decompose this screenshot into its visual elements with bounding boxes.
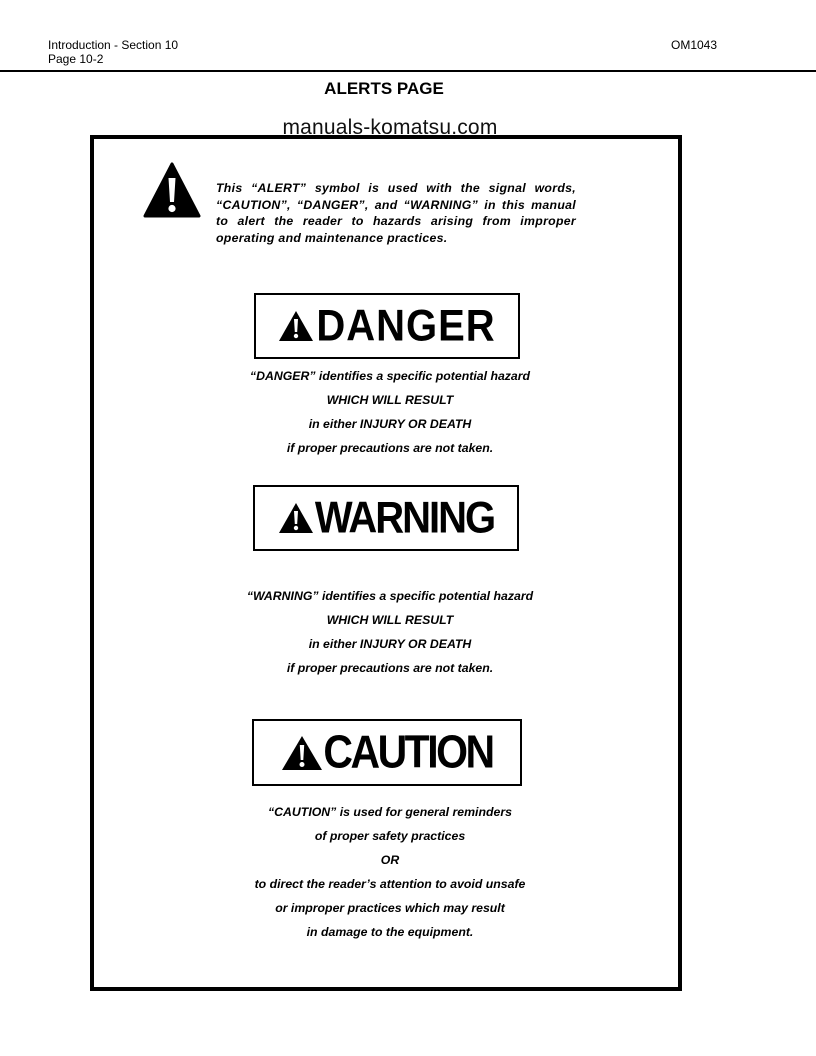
alert-symbol-description: This “ALERT” symbol is used with the signal words, “CAUTION”, “DANGER”, and “WARNING” in this manual to alert the reader to hazards arising from improper operating and maintenance practices. xyxy=(216,181,576,245)
warning-description xyxy=(0,584,780,680)
caution-line-2: of proper safety practices xyxy=(314,829,466,843)
danger-line-4: if proper precautions are not taken. xyxy=(286,441,494,455)
warning-sign xyxy=(253,485,519,551)
warning-line-2: WHICH WILL RESULT xyxy=(326,613,454,627)
document-id: OM1043 xyxy=(671,38,718,52)
alert-triangle-icon xyxy=(278,310,314,342)
caution-sign xyxy=(252,719,522,786)
alert-triangle-icon xyxy=(281,735,323,771)
alert-triangle-exclamation-icon xyxy=(143,162,201,218)
alert-triangle-icon xyxy=(278,502,314,534)
watermark: manuals-komatsu.com xyxy=(282,116,498,139)
warning-line-4: if proper precautions are not taken. xyxy=(286,661,494,675)
caution-line-3: OR xyxy=(380,853,400,867)
danger-line-3: in either INJURY OR DEATH xyxy=(308,417,472,431)
caution-line-4: to direct the reader’s attention to avoid unsafe xyxy=(254,877,526,891)
danger-label: DANGER xyxy=(316,301,496,351)
warning-label: WARNING xyxy=(314,493,495,543)
page-number: Page 10-2 xyxy=(48,52,104,66)
header-left xyxy=(48,38,178,66)
caution-line-6: in damage to the equipment. xyxy=(306,925,474,939)
danger-line-1: “DANGER” identifies a specific potential hazard xyxy=(249,369,531,383)
section-label: Introduction - Section 10 xyxy=(48,38,179,52)
danger-sign xyxy=(254,293,520,359)
header-divider xyxy=(0,70,816,72)
warning-line-1: “WARNING” identifies a specific potential hazard xyxy=(246,589,534,603)
caution-description xyxy=(0,800,780,944)
page-title: ALERTS PAGE xyxy=(324,79,444,98)
caution-label: CAUTION xyxy=(323,726,493,778)
caution-line-1: “CAUTION” is used for general reminders xyxy=(268,805,512,819)
danger-line-2: WHICH WILL RESULT xyxy=(326,393,454,407)
danger-description xyxy=(0,364,780,460)
caution-line-5: or improper practices which may result xyxy=(275,901,505,915)
warning-line-3: in either INJURY OR DEATH xyxy=(308,637,472,651)
